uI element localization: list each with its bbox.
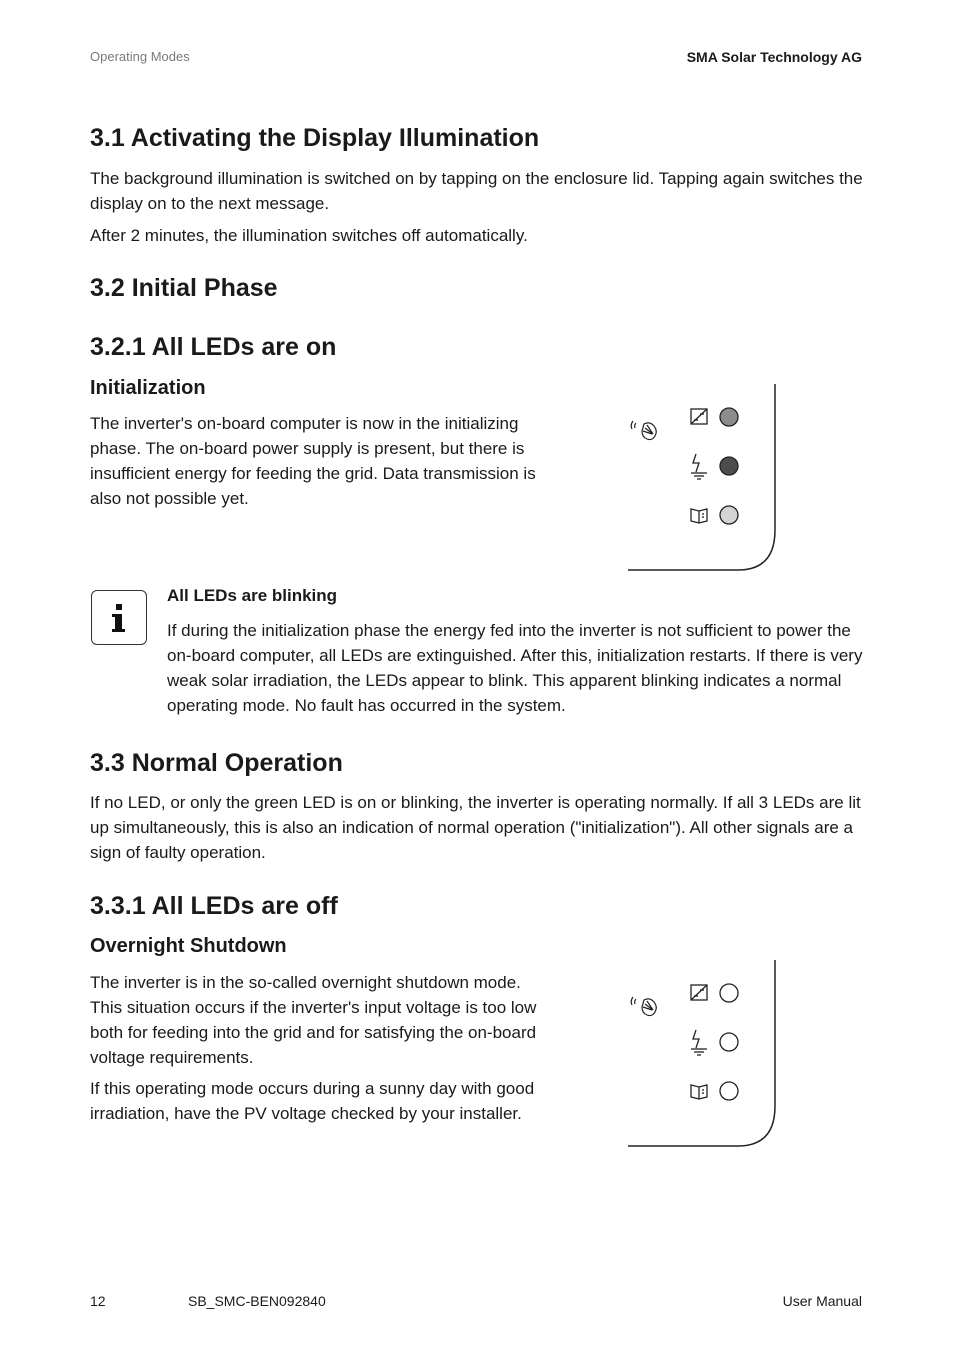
subheading-initialization: Initialization: [90, 377, 206, 399]
paragraph-3-1-a: The background illumination is switched on by tapping on the enclosure lid. Tapping again switches the display on to the next message.: [90, 169, 863, 213]
led-pv: [720, 408, 738, 426]
footer-page-number: 12: [90, 1293, 106, 1309]
grid-earth-icon: [691, 454, 707, 479]
led-pv: [720, 984, 738, 1002]
tap-hand-icon: [631, 997, 656, 1016]
note-text: If during the initialization phase the energy fed into the inverter is not sufficient to power the on-board computer, all LEDs are extinguished. After this, initialization restarts. If there is very weak solar irradiation, the LEDs appear to blink. This apparent blinking indicates a normal operating mode. No fault has occurred in the system.: [167, 621, 863, 715]
led-grid: [720, 1033, 738, 1051]
pv-generator-icon: [691, 985, 707, 1000]
info-icon: [91, 590, 147, 645]
tap-hand-icon: [631, 421, 656, 440]
heading-3-1: 3.1 Activating the Display Illumination: [90, 124, 540, 152]
running-header-company: SMA Solar Technology AG: [686, 49, 862, 65]
paragraph-overnight-b: If this operating mode occurs during a sunny day with good irradiation, have the PV voltage checked by your installer.: [90, 1079, 535, 1123]
running-header-section: Operating Modes: [90, 49, 190, 64]
pv-generator-icon: [691, 409, 707, 424]
led-fault: [720, 506, 738, 524]
footer-doc-type: User Manual: [782, 1293, 862, 1309]
led-fault: [720, 1082, 738, 1100]
subheading-overnight-shutdown: Overnight Shutdown: [90, 935, 287, 957]
note-title: All LEDs are blinking: [167, 586, 338, 605]
footer-doc-id: SB_SMC-BEN092840: [188, 1293, 326, 1309]
heading-3-2: 3.2 Initial Phase: [90, 274, 278, 302]
paragraph-overnight-a: The inverter is in the so-called overnight shutdown mode. This situation occurs if the inverter's input voltage is too low both for feeding into the grid and for satisfying the on-board voltage requirements.: [90, 973, 537, 1067]
paragraph-initialization: The inverter's on-board computer is now in the initializing phase. The on-board power supply is present, but there is insufficient energy for feeding the grid. Data transmission is also not possible yet.: [90, 414, 536, 508]
paragraph-3-3: If no LED, or only the green LED is on or blinking, the inverter is operating normally. If all 3 LEDs are lit up simultaneously, this is also an indication of normal operation ("initialization"). All other signals are a sign of faulty operation.: [90, 793, 861, 862]
manual-book-icon: [691, 1085, 707, 1099]
grid-earth-icon: [691, 1030, 707, 1055]
led-panel-all-on: [620, 380, 790, 580]
heading-3-2-1: 3.2.1 All LEDs are on: [90, 333, 337, 361]
manual-book-icon: [691, 509, 707, 523]
led-grid: [720, 457, 738, 475]
paragraph-3-1-b: After 2 minutes, the illumination switches off automatically.: [90, 226, 528, 245]
heading-3-3: 3.3 Normal Operation: [90, 749, 343, 777]
led-panel-all-off: [620, 956, 790, 1156]
heading-3-3-1: 3.3.1 All LEDs are off: [90, 892, 338, 920]
